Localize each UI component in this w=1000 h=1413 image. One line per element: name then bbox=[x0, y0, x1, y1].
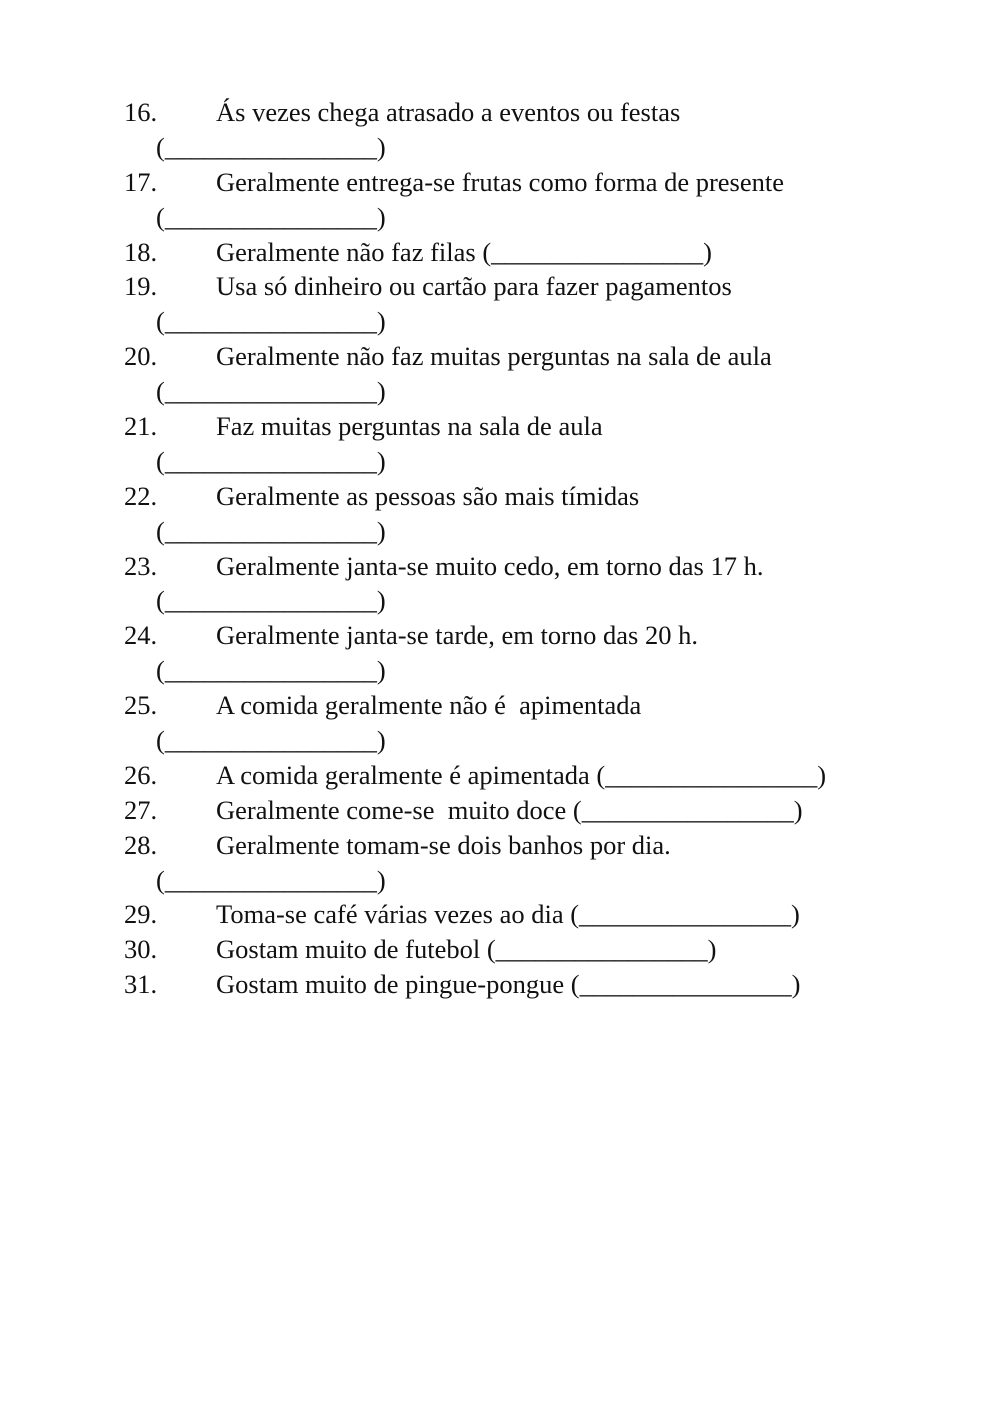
worksheet-list bbox=[124, 95, 924, 1002]
answer-line-17 bbox=[124, 200, 924, 235]
question-number: 25. bbox=[124, 690, 158, 721]
question-number: 27. bbox=[124, 794, 158, 825]
question-25 bbox=[124, 688, 924, 723]
question-number: 22. bbox=[124, 480, 158, 511]
question-text: Usa só dinheiro ou cartão para fazer pagamentos bbox=[216, 271, 732, 302]
answer-line-16 bbox=[124, 130, 924, 165]
answer-blank-29[interactable]: (________________) bbox=[570, 899, 800, 930]
question-text: A comida geralmente é apimentada bbox=[216, 759, 597, 790]
question-22 bbox=[124, 479, 924, 514]
question-number: 17. bbox=[124, 166, 158, 197]
question-29 bbox=[124, 897, 924, 932]
question-number: 23. bbox=[124, 550, 158, 581]
question-23 bbox=[124, 549, 924, 584]
answer-blank-24[interactable]: (________________) bbox=[156, 655, 386, 686]
question-20 bbox=[124, 339, 924, 374]
answer-line-28 bbox=[124, 863, 924, 898]
question-28 bbox=[124, 828, 924, 863]
answer-blank-26[interactable]: (________________) bbox=[596, 759, 827, 790]
answer-blank-18[interactable]: (________________) bbox=[482, 236, 712, 267]
question-number: 26. bbox=[124, 759, 158, 790]
question-24 bbox=[124, 618, 924, 653]
answer-blank-23[interactable]: (________________) bbox=[156, 585, 386, 616]
answer-blank-31[interactable]: (________________) bbox=[570, 969, 801, 1000]
question-number: 24. bbox=[124, 620, 158, 651]
question-number: 18. bbox=[124, 236, 158, 267]
answer-line-24 bbox=[124, 653, 924, 688]
answer-line-25 bbox=[124, 723, 924, 758]
question-text: Toma-se café várias vezes ao dia bbox=[216, 899, 571, 930]
answer-blank-27[interactable]: (________________) bbox=[572, 794, 803, 825]
question-text: Geralmente não faz muitas perguntas na sala de aula bbox=[216, 341, 772, 372]
question-18 bbox=[124, 235, 924, 270]
question-27 bbox=[124, 793, 924, 828]
question-text: Geralmente come-se muito doce bbox=[216, 794, 573, 825]
answer-blank-17[interactable]: (________________) bbox=[156, 201, 386, 232]
answer-line-20 bbox=[124, 374, 924, 409]
question-text: A comida geralmente não é apimentada bbox=[216, 690, 642, 721]
answer-blank-30[interactable]: (________________) bbox=[486, 934, 717, 965]
question-text: Ás vezes chega atrasado a eventos ou festas bbox=[216, 97, 681, 127]
question-31 bbox=[124, 967, 924, 1002]
answer-blank-20[interactable]: (________________) bbox=[156, 376, 386, 407]
question-text: Faz muitas perguntas na sala de aula bbox=[216, 411, 603, 442]
question-text: Geralmente tomam-se dois banhos por dia. bbox=[216, 829, 671, 860]
question-text: Gostam muito de pingue-pongue bbox=[216, 969, 571, 1000]
question-26 bbox=[124, 758, 924, 793]
question-number: 29. bbox=[124, 899, 158, 930]
question-text: Geralmente não faz filas bbox=[216, 236, 483, 267]
question-text: Geralmente as pessoas são mais tímidas bbox=[216, 480, 640, 511]
question-19 bbox=[124, 269, 924, 304]
question-number: 28. bbox=[124, 829, 158, 860]
question-text: Geralmente janta-se muito cedo, em torno das 17 h. bbox=[216, 550, 764, 581]
question-17 bbox=[124, 165, 924, 200]
answer-blank-21[interactable]: (________________) bbox=[156, 445, 386, 476]
question-number: 31. bbox=[124, 969, 158, 1000]
answer-blank-22[interactable]: (________________) bbox=[156, 515, 386, 546]
answer-line-21 bbox=[124, 444, 924, 479]
answer-line-23 bbox=[124, 583, 924, 618]
question-number: 30. bbox=[124, 934, 158, 965]
answer-line-19 bbox=[124, 304, 924, 339]
answer-line-22 bbox=[124, 514, 924, 549]
question-number: 19. bbox=[124, 271, 158, 302]
answer-blank-19[interactable]: (________________) bbox=[156, 306, 386, 337]
answer-blank-16[interactable]: (________________) bbox=[156, 131, 386, 162]
question-text: Geralmente entrega-se frutas como forma de presente bbox=[216, 166, 785, 197]
question-30 bbox=[124, 932, 924, 967]
answer-blank-25[interactable]: (________________) bbox=[156, 725, 386, 756]
question-text: Geralmente janta-se tarde, em torno das 20 h. bbox=[216, 620, 698, 651]
question-number: 20. bbox=[124, 341, 158, 372]
answer-blank-28[interactable]: (________________) bbox=[156, 864, 386, 895]
question-16 bbox=[124, 95, 924, 130]
question-number: 16. bbox=[124, 97, 158, 127]
question-21 bbox=[124, 409, 924, 444]
question-number: 21. bbox=[124, 411, 158, 442]
question-text: Gostam muito de futebol bbox=[216, 934, 487, 965]
